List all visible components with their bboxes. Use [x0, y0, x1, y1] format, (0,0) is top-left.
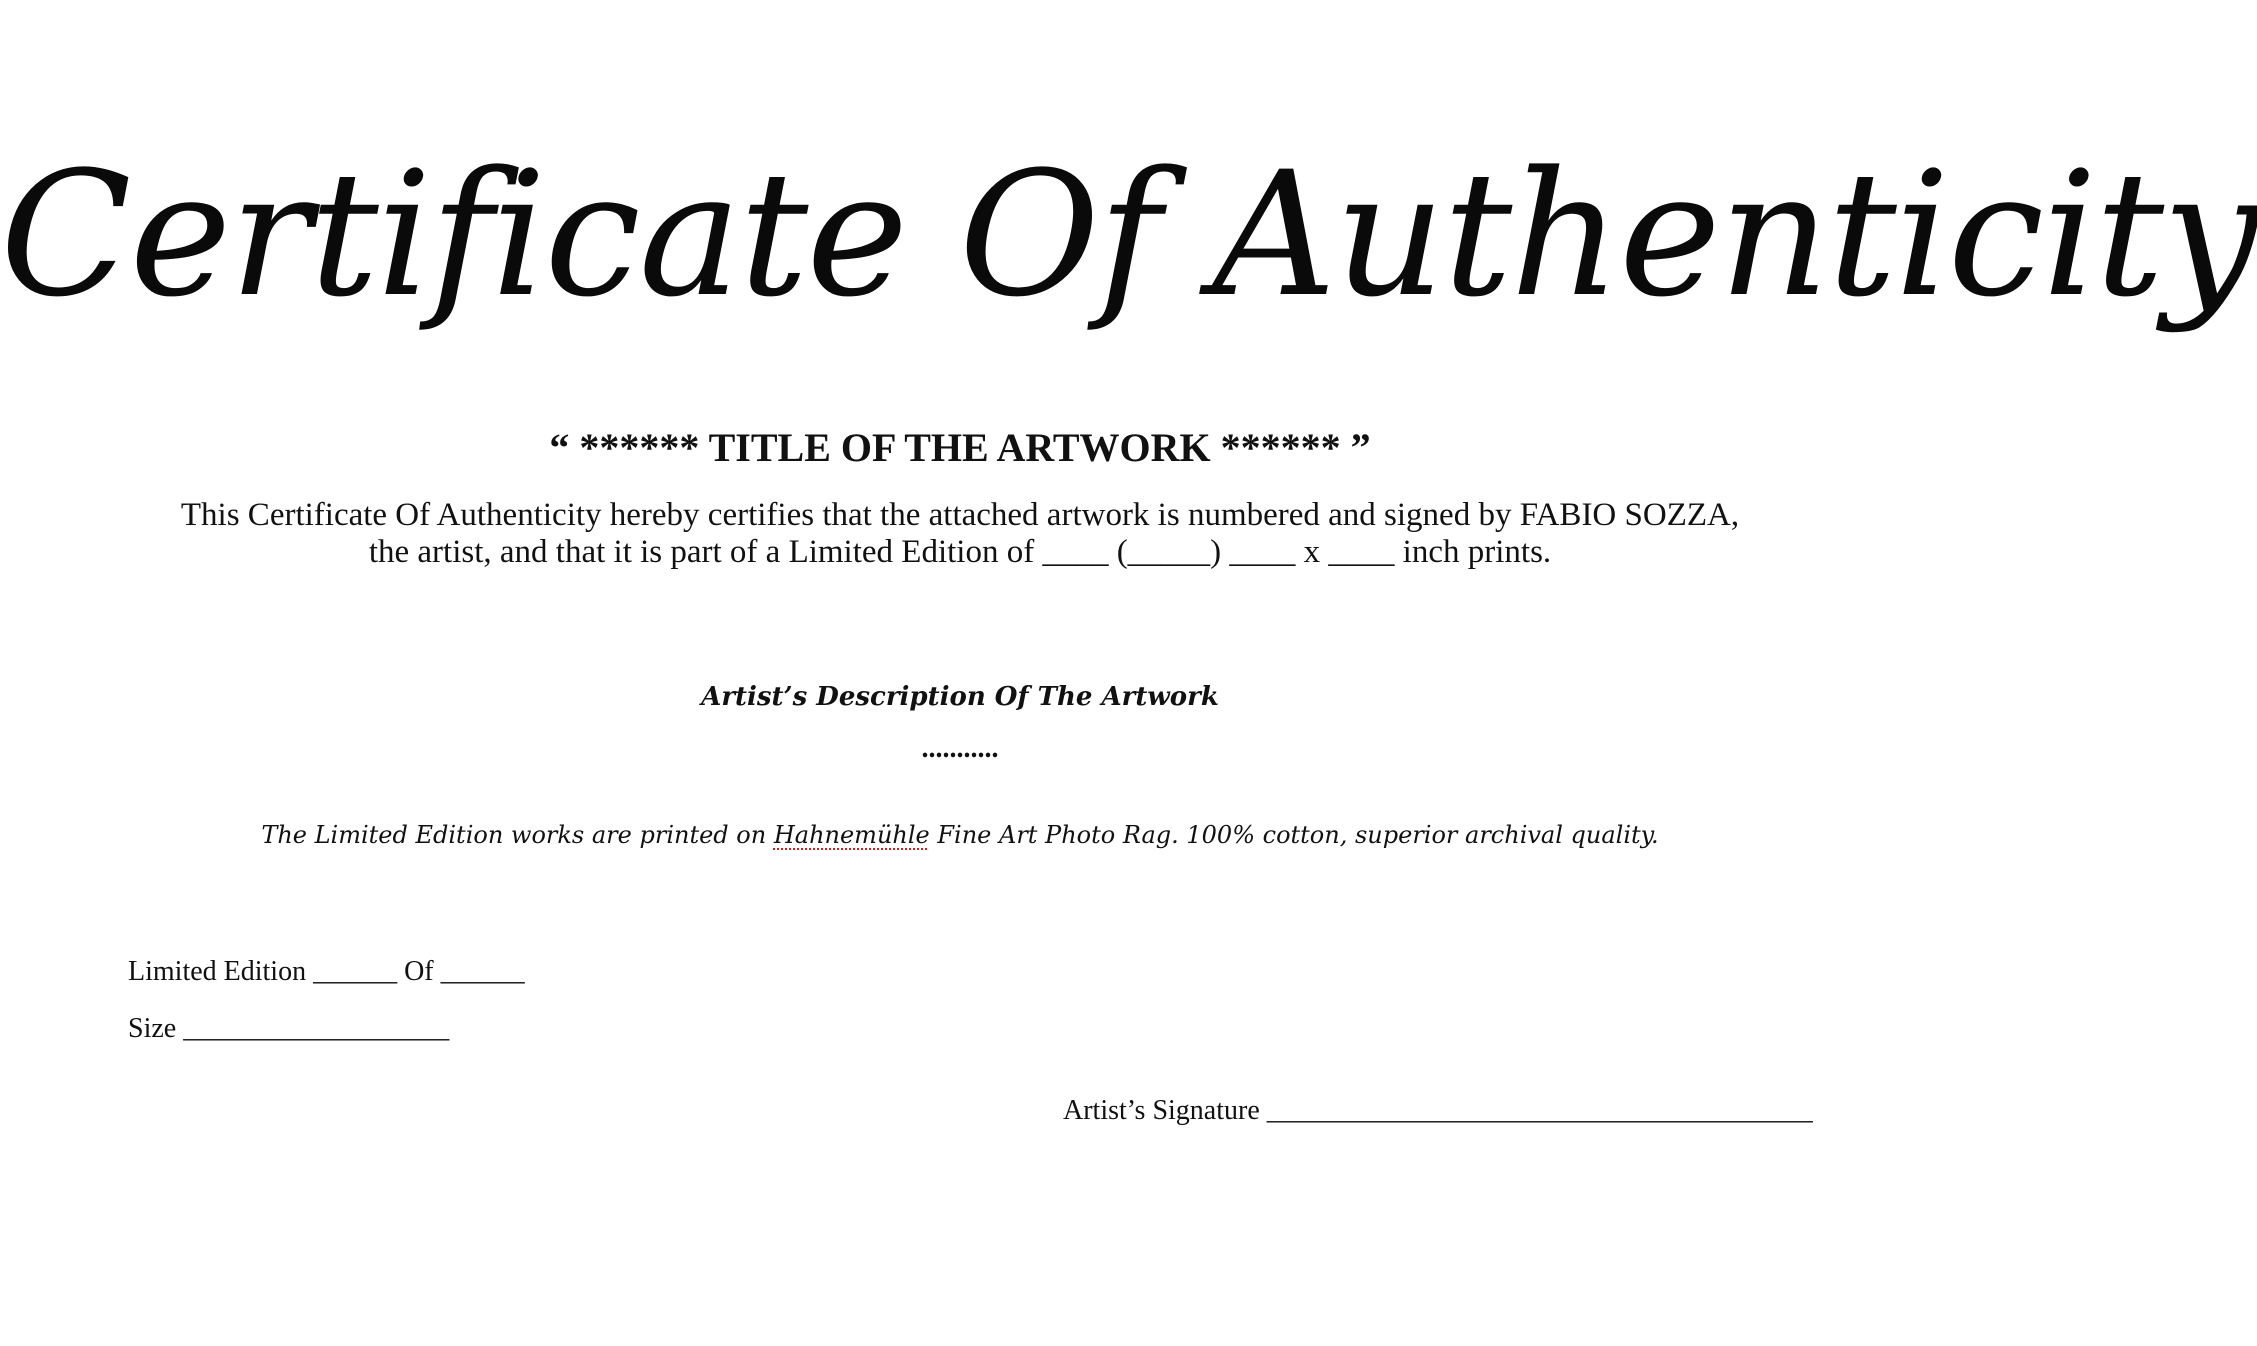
paper-note: [0, 818, 1920, 852]
artwork-title: “ ****** TITLE OF THE ARTWORK ****** ”: [549, 425, 1371, 470]
artist-signature-field: Artist’s Signature _______________________________________: [1063, 1095, 1813, 1126]
description-placeholder: ...........: [921, 733, 999, 764]
paper-note-prefix: The Limited Edition works are printed on: [261, 821, 774, 849]
paper-note-suffix: Fine Art Photo Rag. 100% cotton, superior archival quality.: [929, 821, 1659, 849]
certification-statement: [0, 497, 1920, 571]
description-heading: Artist’s Description Of The Artwork: [701, 682, 1219, 712]
limited-edition-field: Limited Edition ______ Of ______: [128, 956, 525, 987]
statement-line-1: This Certificate Of Authenticity hereby certifies that the attached artwork is numbered and signed by FABIO SOZZA,: [180, 497, 1740, 533]
certificate-heading: Certificate Of Authenticity: [0, 134, 2257, 335]
statement-line-2: the artist, and that it is part of a Limited Edition of ____ (_____) ____ x ____ inch prints.: [368, 534, 1552, 570]
paper-brand-name: Hahnemühle: [773, 821, 930, 849]
size-field: Size ___________________: [128, 1013, 450, 1044]
